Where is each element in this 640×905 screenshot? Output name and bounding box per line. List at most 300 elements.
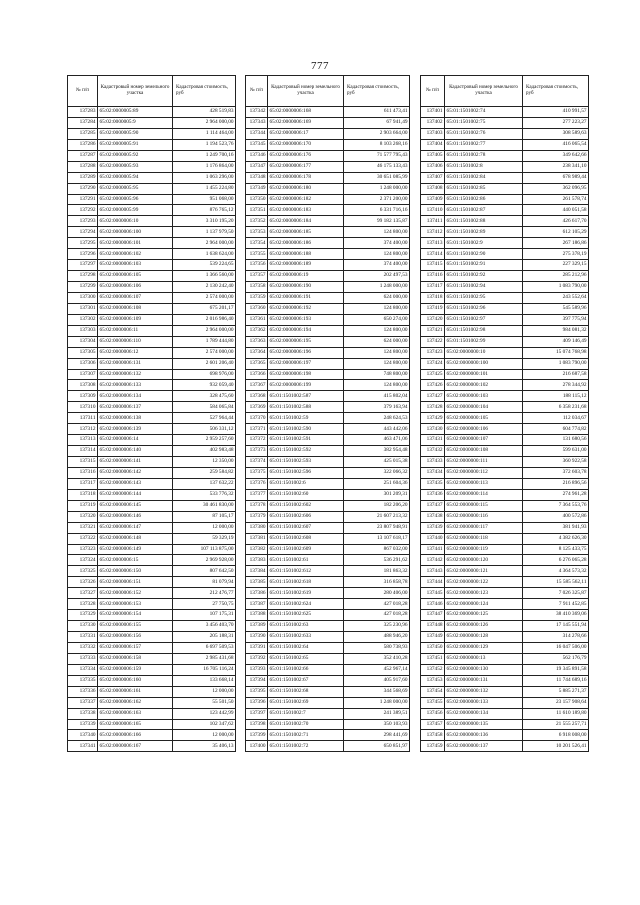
row-number: 137300 (68, 292, 98, 303)
table-row (68, 566, 236, 577)
table-row (246, 282, 410, 293)
cadastral-number: 65:01:1501002:59 (268, 413, 344, 424)
cadastral-value: 1 137 979,50 (173, 227, 236, 238)
row-number: 137368 (246, 391, 268, 402)
cadastral-value: 599 631,00 (523, 446, 589, 457)
row-number: 137419 (421, 303, 445, 314)
table-row (246, 369, 410, 380)
row-number: 137401 (421, 107, 445, 118)
row-number: 137316 (68, 467, 98, 478)
cadastral-value: 21 555 257,71 (523, 719, 589, 730)
cadastral-value: 123 442,99 (173, 708, 236, 719)
table-row (246, 139, 410, 150)
table-row (246, 533, 410, 544)
cadastral-number: 65:02:0000000:108 (445, 446, 523, 457)
table-row (68, 544, 236, 555)
row-number: 137410 (421, 205, 445, 216)
row-number: 137303 (68, 325, 98, 336)
cadastral-number: 65:02:0000006:11 (98, 325, 173, 336)
row-number: 137382 (246, 544, 268, 555)
cadastral-value: 275 378,19 (523, 249, 589, 260)
row-number: 137415 (421, 260, 445, 271)
cadastral-value: 2 574 000,00 (173, 347, 236, 358)
table-row (246, 314, 410, 325)
table-row (246, 249, 410, 260)
table-row (68, 336, 236, 347)
cadastral-value: 409 146,49 (523, 336, 589, 347)
cadastral-value: 30 461 830,00 (173, 500, 236, 511)
cadastral-value: 7 026 325,87 (523, 588, 589, 599)
cadastral-number: 65:02:0000006:146 (98, 511, 173, 522)
row-number: 137292 (68, 205, 98, 216)
cadastral-number: 65:02:0000006:165 (98, 719, 173, 730)
cadastral-number: 65:02:0000006:140 (98, 446, 173, 457)
header-num: № п/п (68, 76, 98, 107)
cadastral-number: 65:02:0000006:166 (98, 730, 173, 741)
cadastral-number: 65:02:0000006:188 (268, 249, 344, 260)
cadastral-number: 65:01:1501002:86 (445, 194, 523, 205)
cadastral-number: 65:02:0000000:135 (445, 719, 523, 730)
cadastral-number: 65:01:1501002:593 (268, 457, 344, 468)
cadastral-number: 65:01:1501002:63 (268, 621, 344, 632)
cadastral-value: 650 851,97 (344, 741, 410, 752)
table-row (421, 292, 589, 303)
cadastral-number: 65:02:0000006:108 (98, 303, 173, 314)
cadastral-value: 23 807 948,91 (344, 522, 410, 533)
cadastral-table-right (420, 75, 589, 752)
table-row (246, 610, 410, 621)
cadastral-number: 65:02:0000006:102 (98, 249, 173, 260)
table-row (68, 260, 236, 271)
cadastral-number: 65:02:0000006:196 (268, 347, 344, 358)
cadastral-number: 65:02:0000006:158 (98, 653, 173, 664)
table-row (246, 336, 410, 347)
table-row (421, 161, 589, 172)
row-number: 137290 (68, 183, 98, 194)
table-row (421, 588, 589, 599)
table-row (421, 238, 589, 249)
cadastral-number: 65:02:0000006:162 (98, 697, 173, 708)
cadastral-number: 65:02:0000000:102 (445, 380, 523, 391)
row-number: 137451 (421, 653, 445, 664)
cadastral-value: 397 775,94 (523, 314, 589, 325)
cadastral-value: 352 410,28 (344, 653, 410, 664)
cadastral-value: 4 364 573,32 (523, 566, 589, 577)
cadastral-value: 81 079,94 (173, 577, 236, 588)
table-row (68, 391, 236, 402)
cadastral-number: 65:02:0000006:17 (268, 128, 344, 139)
row-number: 137432 (421, 446, 445, 457)
table-row (68, 719, 236, 730)
row-number: 137428 (421, 402, 445, 413)
table-row (421, 303, 589, 314)
cadastral-value: 416 065,54 (523, 139, 589, 150)
cadastral-value: 133 668,14 (173, 675, 236, 686)
cadastral-number: 65:01:1501002:7 (268, 708, 344, 719)
cadastral-number: 65:02:0000005:91 (98, 139, 173, 150)
row-number: 137424 (421, 358, 445, 369)
table-body (246, 107, 410, 752)
cadastral-value: 12 000,00 (173, 686, 236, 697)
row-number: 137416 (421, 271, 445, 282)
cadastral-number: 65:02:0000000:106 (445, 424, 523, 435)
header-value: Кадастровая стоимость, руб (173, 76, 236, 107)
table-row (421, 632, 589, 643)
row-number: 137329 (68, 610, 98, 621)
cadastral-number: 65:02:0000000:105 (445, 413, 523, 424)
cadastral-number: 65:02:0000006:137 (98, 402, 173, 413)
row-number: 137423 (421, 347, 445, 358)
table-row (246, 347, 410, 358)
cadastral-value: 107 175,31 (173, 610, 236, 621)
table-row (246, 544, 410, 555)
cadastral-number: 65:02:0000006:189 (268, 260, 344, 271)
table-row (421, 446, 589, 457)
table-row (68, 139, 236, 150)
row-number: 137445 (421, 588, 445, 599)
cadastral-number: 65:01:1501002:75 (445, 117, 523, 128)
cadastral-value: 452 967,14 (344, 664, 410, 675)
row-number: 137376 (246, 478, 268, 489)
table-row (68, 150, 236, 161)
cadastral-value: 604 774,82 (523, 424, 589, 435)
cadastral-value: 99 182 135,87 (344, 216, 410, 227)
cadastral-number: 65:02:0000006:100 (98, 227, 173, 238)
row-number: 137439 (421, 522, 445, 533)
table-row (68, 697, 236, 708)
table-row (68, 128, 236, 139)
table-row (68, 457, 236, 468)
row-number: 137369 (246, 402, 268, 413)
table-row (421, 260, 589, 271)
cadastral-number: 65:02:0000006:191 (268, 292, 344, 303)
table-row (421, 741, 589, 752)
cadastral-value: 675 201,17 (173, 303, 236, 314)
cadastral-value: 182 206,20 (344, 500, 410, 511)
cadastral-number: 65:02:0000000:122 (445, 577, 523, 588)
cadastral-value: 277 223,27 (523, 117, 589, 128)
row-number: 137346 (246, 150, 268, 161)
table-row (68, 435, 236, 446)
row-number: 137314 (68, 446, 98, 457)
cadastral-number: 65:02:0000000:114 (445, 489, 523, 500)
cadastral-number: 65:01:1501002:96 (445, 303, 523, 314)
cadastral-value: 15 074 768,98 (523, 347, 589, 358)
cadastral-value: 102 347,62 (173, 719, 236, 730)
row-number: 137413 (421, 238, 445, 249)
table-row (246, 205, 410, 216)
table-row (421, 577, 589, 588)
cadastral-number: 65:01:1501002:71 (268, 730, 344, 741)
table-row (421, 172, 589, 183)
cadastral-value: 16 705 116,24 (173, 664, 236, 675)
cadastral-value: 536 291,62 (344, 555, 410, 566)
cadastral-value: 374 400,00 (344, 260, 410, 271)
table-row (68, 686, 236, 697)
cadastral-value: 11 610 189,80 (523, 708, 589, 719)
table-row (68, 380, 236, 391)
cadastral-number: 65:02:0000006:134 (98, 391, 173, 402)
table-row (246, 391, 410, 402)
cadastral-number: 65:02:0000006:195 (268, 336, 344, 347)
cadastral-value: 325 230,96 (344, 621, 410, 632)
table-row (68, 555, 236, 566)
cadastral-value: 328 475,60 (173, 391, 236, 402)
cadastral-number: 65:02:0000000:121 (445, 566, 523, 577)
row-number: 137323 (68, 544, 98, 555)
cadastral-number: 65:02:0000006:155 (98, 621, 173, 632)
table-row (246, 227, 410, 238)
row-number: 137359 (246, 292, 268, 303)
cadastral-number: 65:02:0000006:142 (98, 467, 173, 478)
cadastral-value: 611 473,41 (344, 107, 410, 118)
cadastral-value: 698 976,00 (173, 369, 236, 380)
cadastral-value: 181 863,32 (344, 566, 410, 577)
table-row (421, 402, 589, 413)
cadastral-value: 55 501,50 (173, 697, 236, 708)
cadastral-number: 65:01:1501002:619 (268, 588, 344, 599)
row-number: 137404 (421, 139, 445, 150)
row-number: 137370 (246, 413, 268, 424)
table-row (421, 642, 589, 653)
cadastral-number: 65:02:0000006:132 (98, 369, 173, 380)
row-number: 137393 (246, 664, 268, 675)
row-number: 137385 (246, 577, 268, 588)
table-row (246, 358, 410, 369)
row-number: 137361 (246, 314, 268, 325)
table-row (68, 653, 236, 664)
table-row (421, 664, 589, 675)
cadastral-value: 379 163,94 (344, 402, 410, 413)
cadastral-value: 349 642,66 (523, 150, 589, 161)
table-row (246, 446, 410, 457)
cadastral-value: 212 476,77 (173, 588, 236, 599)
cadastral-value: 1 114 464,00 (173, 128, 236, 139)
table-row (421, 457, 589, 468)
cadastral-value: 381 941,93 (523, 522, 589, 533)
cadastral-number: 65:02:0000006:176 (268, 150, 344, 161)
row-number: 137405 (421, 150, 445, 161)
cadastral-number: 65:01:1501002:70 (268, 719, 344, 730)
table-row (421, 128, 589, 139)
row-number: 137371 (246, 424, 268, 435)
row-number: 137402 (421, 117, 445, 128)
table-row (68, 249, 236, 260)
row-number: 137321 (68, 522, 98, 533)
table-row (421, 511, 589, 522)
row-number: 137344 (246, 128, 268, 139)
page-number: 777 (311, 60, 329, 72)
table-row (68, 303, 236, 314)
row-number: 137391 (246, 642, 268, 653)
cadastral-value: 285 212,96 (523, 271, 589, 282)
row-number: 137425 (421, 369, 445, 380)
cadastral-value: 23 157 908,64 (523, 697, 589, 708)
table-row (246, 621, 410, 632)
cadastral-value: 251 604,36 (344, 478, 410, 489)
table-row (246, 183, 410, 194)
row-number: 137331 (68, 632, 98, 643)
cadastral-number: 65:02:0000006:144 (98, 489, 173, 500)
table-row (246, 642, 410, 653)
cadastral-number: 65:02:0000006:167 (98, 741, 173, 752)
table-row (246, 500, 410, 511)
row-number: 137453 (421, 675, 445, 686)
row-number: 137307 (68, 369, 98, 380)
table-row (246, 566, 410, 577)
row-number: 137438 (421, 511, 445, 522)
cadastral-number: 65:02:0000005:94 (98, 172, 173, 183)
cadastral-number: 65:02:0000000:112 (445, 467, 523, 478)
cadastral-value: 35 406,13 (173, 741, 236, 752)
cadastral-number: 65:02:0000006:159 (98, 664, 173, 675)
row-number: 137320 (68, 511, 98, 522)
row-number: 137447 (421, 610, 445, 621)
table-row (68, 314, 236, 325)
row-number: 137326 (68, 577, 98, 588)
table-row (68, 413, 236, 424)
row-number: 137348 (246, 172, 268, 183)
table-row (246, 303, 410, 314)
header-cadastral: Кадастровый номер земельного участка (98, 76, 173, 107)
cadastral-value: 951 068,00 (173, 194, 236, 205)
cadastral-value: 443 442,06 (344, 424, 410, 435)
cadastral-number: 65:02:0000006:183 (268, 205, 344, 216)
row-number: 137387 (246, 599, 268, 610)
cadastral-number: 65:02:0000006:152 (98, 588, 173, 599)
row-number: 137340 (68, 730, 98, 741)
table-row (421, 555, 589, 566)
table-row (421, 227, 589, 238)
row-number: 137363 (246, 336, 268, 347)
cadastral-number: 65:02:0000000:123 (445, 588, 523, 599)
row-number: 137310 (68, 402, 98, 413)
table-row (246, 697, 410, 708)
table-row (246, 577, 410, 588)
cadastral-value: 11 744 689,16 (523, 675, 589, 686)
cadastral-number: 65:01:1501002:64 (268, 642, 344, 653)
cadastral-number: 65:01:1501002:89 (445, 227, 523, 238)
table-row (421, 391, 589, 402)
cadastral-number: 65:02:0000000:137 (445, 741, 523, 752)
row-number: 137364 (246, 347, 268, 358)
table-row (68, 424, 236, 435)
cadastral-value: 12 000,00 (173, 522, 236, 533)
row-number: 137441 (421, 544, 445, 555)
cadastral-value: 402 983,48 (173, 446, 236, 457)
cadastral-value: 425 015,38 (344, 457, 410, 468)
cadastral-number: 65:01:1501002:624 (268, 599, 344, 610)
cadastral-value: 4 382 626,30 (523, 533, 589, 544)
cadastral-number: 65:01:1501002:78 (445, 150, 523, 161)
table-row (68, 292, 236, 303)
cadastral-value: 2 985 431,68 (173, 653, 236, 664)
cadastral-number: 65:02:0000005:96 (98, 194, 173, 205)
cadastral-value: 650 274,00 (344, 314, 410, 325)
row-number: 137400 (246, 741, 268, 752)
table-row (68, 675, 236, 686)
cadastral-number: 65:02:0000005:90 (98, 128, 173, 139)
table-row (421, 216, 589, 227)
table-row (68, 664, 236, 675)
row-number: 137388 (246, 610, 268, 621)
table-row (68, 730, 236, 741)
table-row (68, 478, 236, 489)
cadastral-number: 65:02:0000000:104 (445, 402, 523, 413)
cadastral-value: 67 941,49 (344, 117, 410, 128)
table-row (421, 336, 589, 347)
cadastral-number: 65:01:1501002:67 (268, 675, 344, 686)
cadastral-number: 65:02:0000006:106 (98, 282, 173, 293)
row-number: 137354 (246, 238, 268, 249)
cadastral-value: 1 063 296,00 (173, 172, 236, 183)
row-number: 137444 (421, 577, 445, 588)
table-row (68, 358, 236, 369)
table-row (421, 413, 589, 424)
cadastral-value: 350 103,93 (344, 719, 410, 730)
cadastral-number: 65:02:0000000:129 (445, 642, 523, 653)
header-num: № п/п (421, 76, 445, 107)
cadastral-number: 65:01:1501002:88 (445, 216, 523, 227)
cadastral-value: 19 345 891,58 (523, 664, 589, 675)
cadastral-number: 65:01:1501002:90 (445, 249, 523, 260)
cadastral-number: 65:02:0000000:101 (445, 369, 523, 380)
table-row (246, 194, 410, 205)
cadastral-value: 227 329,15 (523, 260, 589, 271)
row-number: 137378 (246, 500, 268, 511)
table-row (421, 205, 589, 216)
row-number: 137373 (246, 446, 268, 457)
row-number: 137315 (68, 457, 98, 468)
row-number: 137325 (68, 566, 98, 577)
cadastral-value: 8 125 433,75 (523, 544, 589, 555)
table-row (246, 424, 410, 435)
row-number: 137448 (421, 621, 445, 632)
table-row (68, 467, 236, 478)
cadastral-value: 2 371 200,00 (344, 194, 410, 205)
row-number: 137357 (246, 271, 268, 282)
cadastral-value: 30 651 085,99 (344, 172, 410, 183)
cadastral-number: 65:02:0000006:163 (98, 708, 173, 719)
cadastral-value: 807 642,50 (173, 566, 236, 577)
table-row (68, 227, 236, 238)
row-number: 137319 (68, 500, 98, 511)
cadastral-number: 65:02:0000006:149 (98, 544, 173, 555)
cadastral-value: 440 051,58 (523, 205, 589, 216)
cadastral-value: 415 802,04 (344, 391, 410, 402)
cadastral-value: 1 248 000,00 (344, 697, 410, 708)
header-num: № п/п (246, 76, 268, 107)
table-row (421, 249, 589, 260)
cadastral-value: 372 603,78 (523, 467, 589, 478)
cadastral-value: 867 032,00 (344, 544, 410, 555)
cadastral-value: 12 350,00 (173, 457, 236, 468)
row-number: 137358 (246, 282, 268, 293)
cadastral-value: 488 946,20 (344, 632, 410, 643)
row-number: 137341 (68, 741, 98, 752)
table-body (68, 107, 236, 752)
cadastral-number: 65:02:0000000:136 (445, 730, 523, 741)
cadastral-value: 243 552,64 (523, 292, 589, 303)
cadastral-number: 65:02:0000000:103 (445, 391, 523, 402)
cadastral-value: 427 018,28 (344, 610, 410, 621)
row-number: 137379 (246, 511, 268, 522)
cadastral-value: 107 113 875,00 (173, 544, 236, 555)
cadastral-number: 65:01:1501002:98 (445, 325, 523, 336)
row-number: 137443 (421, 566, 445, 577)
cadastral-number: 65:02:0000006:138 (98, 413, 173, 424)
table-row (246, 730, 410, 741)
